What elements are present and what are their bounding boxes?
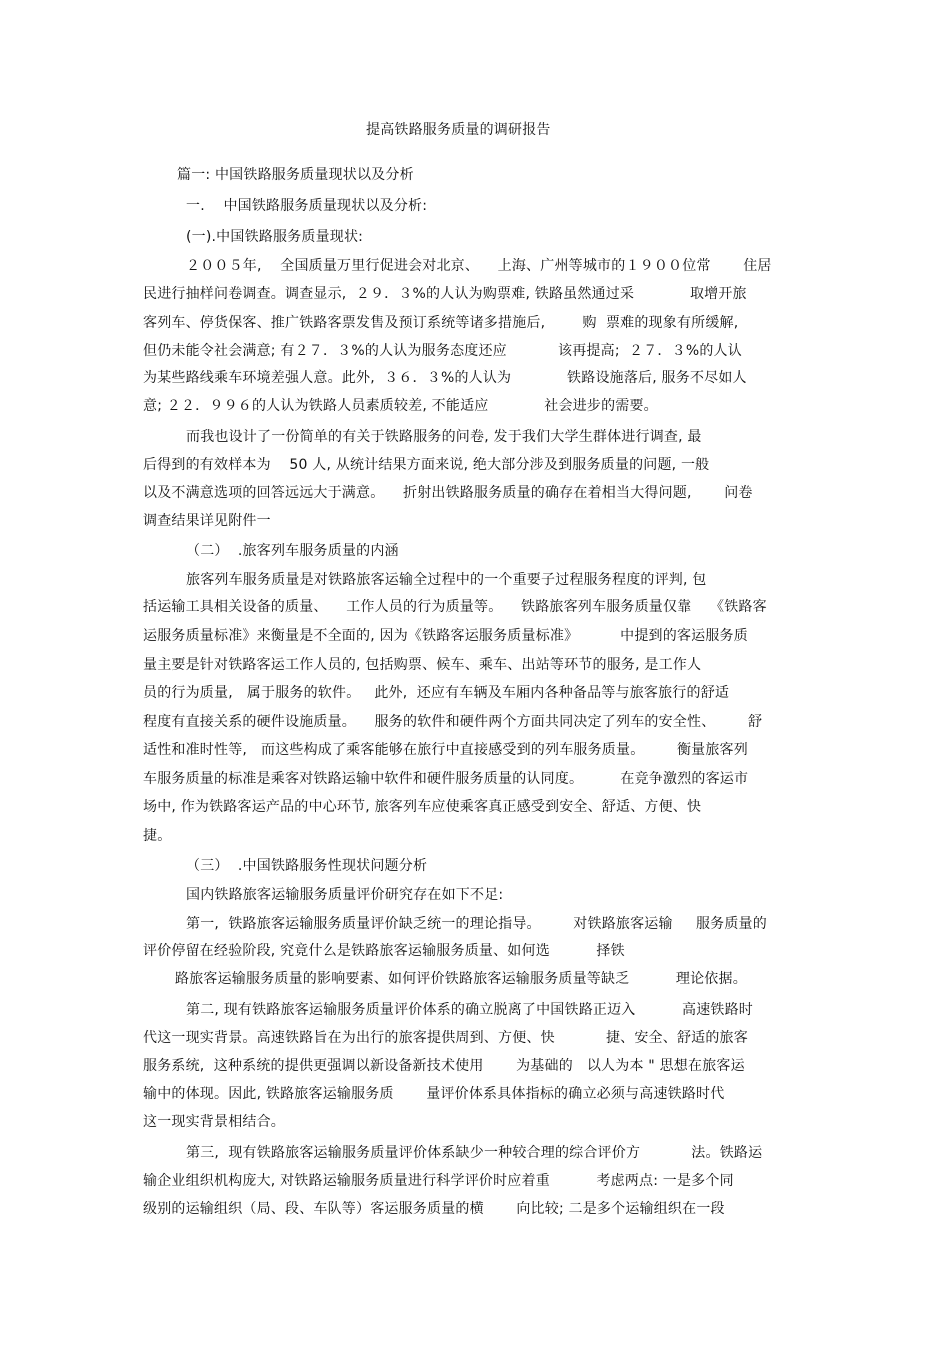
paragraph-line: ２００５年, 全国质量万里行促进会对北京、 上海、广州等城市的１９００位常 住居 (186, 258, 772, 274)
paragraph-line: 输企业组织机构庞大, 对铁路运输服务质量进行科学评价时应着重 考虑两点: 一是多个同 (143, 1173, 734, 1189)
paragraph-line: 场中, 作为铁路客运产品的中心环节, 旅客列车应使乘客真正感受到安全、舒适、方便、快 (143, 799, 702, 815)
paragraph-line: 但仍未能令社会满意; 有２７．３%的人认为服务态度还应 该再提高; ２７．３%的人认 (143, 343, 742, 359)
paragraph-line: 后得到的有效样本为 50 人, 从统计结果方面来说, 绝大部分涉及到服务质量的问题, 一般 (143, 457, 710, 473)
paragraph-line: 捷。 (143, 828, 172, 844)
paragraph-line: 这一现实背景相结合。 (143, 1114, 285, 1130)
paragraph-line: 调查结果详见附件一 (143, 513, 271, 529)
paragraph-line: 路旅客运输服务质量的影响要素、如何评价铁路旅客运输服务质量等缺乏 理论依据。 (175, 971, 747, 987)
paragraph-line: 旅客列车服务质量是对铁路旅客运输全过程中的一个重要子过程服务程度的评判, 包 (186, 572, 707, 588)
paragraph-line: 运服务质量标准》来衡量是不全面的, 因为《铁路客运服务质量标准》 中提到的客运服务质 (143, 628, 748, 644)
paragraph-line: 为某些路线乘车环境差强人意。此外, ３６．３%的人认为 铁路设施落后, 服务不尽如人 (143, 370, 747, 386)
paragraph-line: 第三, 现有铁路旅客运输服务质量评价体系缺少一种较合理的综合评价方 法。铁路运 (186, 1145, 763, 1161)
paragraph-line: 员的行为质量, 属于服务的软件。 此外, 还应有车辆及车厢内各种备品等与旅客旅行的舒适 (143, 685, 730, 701)
paragraph-line: 适性和准时性等, 而这些构成了乘客能够在旅行中直接感受到的列车服务质量。 衡量旅客列 (143, 742, 748, 758)
paragraph-line: 量主要是针对铁路客运工作人员的, 包括购票、候车、乘车、出站等环节的服务, 是工作人 (143, 657, 702, 673)
paragraph-line: 评价停留在经验阶段, 究竟什么是铁路旅客运输服务质量、如何选 择铁 (143, 943, 625, 959)
paragraph-line: 以及不满意选项的回答远远大于满意。 折射出铁路服务质量的确存在着相当大得问题, 问卷 (143, 485, 753, 501)
paragraph-line: 括运输工具相关设备的质量、 工作人员的行为质量等。 铁路旅客列车服务质量仅靠 《铁路客 (143, 599, 767, 615)
paragraph-line: 车服务质量的标准是乘客对铁路运输中软件和硬件服务质量的认同度。 在竞争激烈的客运市 (143, 771, 749, 787)
paragraph-line: 级别的运输组织（局、段、车队等）客运服务质量的横 向比较; 二是多个运输组织在一段 (143, 1201, 725, 1217)
paragraph-line: 而我也设计了一份简单的有关于铁路服务的问卷, 发于我们大学生群体进行调查, 最 (186, 429, 702, 445)
paragraph-line: 服务系统, 这种系统的提供更强调以新设备新技术使用 为基础的 以人为本 " 思想在旅客运 (143, 1058, 745, 1074)
paragraph-line: 第二, 现有铁路旅客运输服务质量评价体系的确立脱离了中国铁路正迈入 高速铁路时 (186, 1002, 753, 1018)
subsection-heading: （三） .中国铁路服务性现状问题分析 (186, 858, 428, 874)
document-title: 提高铁路服务质量的调研报告 (366, 122, 551, 138)
section-heading: 篇一: 中国铁路服务质量现状以及分析 (177, 167, 414, 183)
paragraph-line: 意; ２２．９９６的人认为铁路人员素质较差, 不能适应 社会进步的需要。 (143, 398, 658, 414)
subsection-heading: 一. 中国铁路服务质量现状以及分析: (186, 198, 428, 214)
paragraph-line: 民进行抽样问卷调查。调查显示, ２９．３%的人认为购票难, 铁路虽然通过采 取增开旅 (143, 286, 747, 302)
subsection-heading: (一).中国铁路服务质量现状: (186, 229, 364, 245)
paragraph-line: 第一, 铁路旅客运输服务质量评价缺乏统一的理论指导。 对铁路旅客运输 服务质量的 (186, 916, 767, 932)
paragraph-line: 代这一现实背景。高速铁路旨在为出行的旅客提供周到、方便、快 捷、安全、舒适的旅客 (143, 1030, 748, 1046)
paragraph-line: 程度有直接关系的硬件设施质量。 服务的软件和硬件两个方面共同决定了列车的安全性、 舒 (143, 714, 763, 730)
subsection-heading: （二） .旅客列车服务质量的内涵 (186, 543, 399, 559)
paragraph-line: 国内铁路旅客运输服务质量评价研究存在如下不足: (186, 887, 504, 903)
paragraph-line: 客列车、停货保客、推广铁路客票发售及预订系统等诸多措施后, 购 票难的现象有所缓解, (143, 315, 739, 331)
paragraph-line: 输中的体现。因此, 铁路旅客运输服务质 量评价体系具体指标的确立必须与高速铁路时代 (143, 1086, 725, 1102)
